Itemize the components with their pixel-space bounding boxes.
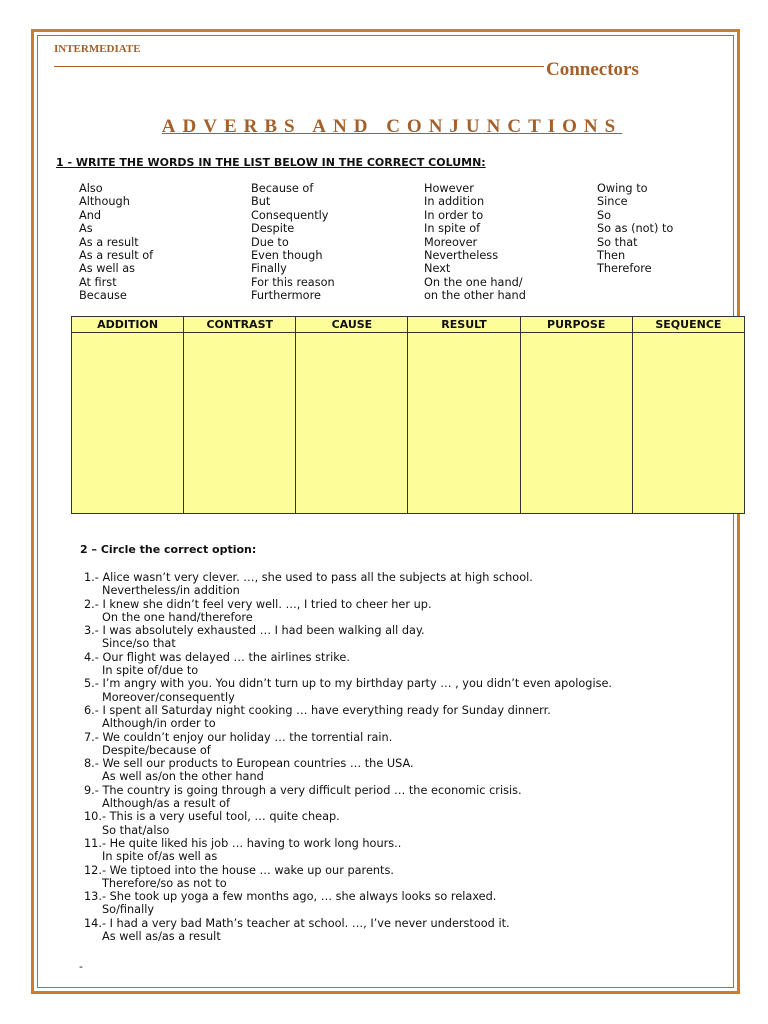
question-text: 5.- I’m angry with you. You didn’t turn up to my birthday party … , you didn’t even apologise. xyxy=(84,677,613,691)
word-item: So that xyxy=(597,235,638,249)
word-item: As well as xyxy=(79,262,136,276)
word-item: Furthermore xyxy=(251,289,321,303)
question-options: So that/also xyxy=(102,823,170,837)
question-item xyxy=(84,810,612,837)
question-text: 4.- Our flight was delayed … the airlines strike. xyxy=(84,650,350,664)
question-list xyxy=(84,571,612,943)
question-item xyxy=(84,704,612,731)
question-options: Although/in order to xyxy=(102,717,216,731)
question-text: 11.- He quite liked his job … having to work long hours.. xyxy=(84,836,402,850)
question-item xyxy=(84,917,612,944)
question-text: 12.- We tiptoed into the house … wake up our parents. xyxy=(84,863,394,877)
word-item: As a result of xyxy=(79,249,154,263)
word-item: For this reason xyxy=(251,275,335,289)
word-item: In order to xyxy=(424,208,484,222)
word-item: Then xyxy=(597,249,626,263)
word-item: In spite of xyxy=(424,222,481,236)
question-text: 6.- I spent all Saturday night cooking … have everything ready for Sunday dinnerr. xyxy=(84,703,551,717)
question-options: Since/so that xyxy=(102,637,176,651)
word-item: Despite xyxy=(251,222,295,236)
question-item xyxy=(84,890,612,917)
question-text: 2.- I knew she didn’t feel very well. …, I tried to cheer her up. xyxy=(84,597,432,611)
question-options: Therefore/so as not to xyxy=(102,876,227,890)
word-item: As a result xyxy=(79,235,139,249)
word-item: Although xyxy=(79,195,130,209)
column-header-addition: ADDITION xyxy=(72,317,184,333)
word-item: So xyxy=(597,208,612,222)
column-header-sequence: SEQUENCE xyxy=(632,317,744,333)
column-header-purpose: PURPOSE xyxy=(520,317,632,333)
question-text: 1.- Alice wasn’t very clever. …, she used to pass all the subjects at high school. xyxy=(84,571,533,584)
word-item: Since xyxy=(597,195,628,209)
word-item: Consequently xyxy=(251,208,329,222)
header-rule xyxy=(54,66,544,67)
word-item: Next xyxy=(424,262,451,276)
column-header-contrast: CONTRAST xyxy=(184,317,296,333)
question-options: In spite of/due to xyxy=(102,664,199,678)
word-list-column-2 xyxy=(251,182,335,303)
level-label: INTERMEDIATE xyxy=(54,43,141,55)
word-item: Also xyxy=(79,182,103,195)
answer-cell-purpose[interactable] xyxy=(520,333,632,514)
question-item xyxy=(84,757,612,784)
answer-cell-result[interactable] xyxy=(408,333,520,514)
word-item: Moreover xyxy=(424,235,478,249)
footer-dash: - xyxy=(79,960,83,973)
answer-cell-addition[interactable] xyxy=(72,333,184,514)
exercise2-heading: 2 – Circle the correct option: xyxy=(80,543,257,556)
word-item: Even though xyxy=(251,249,323,263)
category-table xyxy=(71,316,745,514)
question-item xyxy=(84,598,612,625)
word-item: on the other hand xyxy=(424,289,526,303)
question-options: In spite of/as well as xyxy=(102,850,218,864)
question-text: 9.- The country is going through a very difficult period … the economic crisis. xyxy=(84,783,522,797)
table-answer-row xyxy=(72,333,745,514)
answer-cell-cause[interactable] xyxy=(296,333,408,514)
table-header-row xyxy=(72,317,745,333)
question-text: 13.- She took up yoga a few months ago, … she always looks so relaxed. xyxy=(84,890,497,904)
topic-title: Connectors xyxy=(546,59,639,80)
question-options: As well as/as a result xyxy=(102,930,221,944)
word-item: Because xyxy=(79,289,127,303)
word-item: So as (not) to xyxy=(597,222,674,236)
question-text: 8.- We sell our products to European countries … the USA. xyxy=(84,757,414,771)
question-item xyxy=(84,864,612,891)
word-item: And xyxy=(79,208,102,222)
word-item: As xyxy=(79,222,93,236)
word-item: Due to xyxy=(251,235,289,249)
question-item xyxy=(84,677,612,704)
word-item: Nevertheless xyxy=(424,249,499,263)
word-item: At first xyxy=(79,275,117,289)
word-item: Because of xyxy=(251,182,314,195)
question-text: 7.- We couldn’t enjoy our holiday … the torrential rain. xyxy=(84,730,393,744)
word-item: Finally xyxy=(251,262,287,276)
answer-cell-sequence[interactable] xyxy=(632,333,744,514)
question-item xyxy=(84,837,612,864)
question-item xyxy=(84,731,612,758)
word-list-column-1 xyxy=(79,182,153,303)
word-list-column-4 xyxy=(597,182,673,276)
word-item: Therefore xyxy=(597,262,652,276)
word-item: On the one hand/ xyxy=(424,275,523,289)
question-text: 3.- I was absolutely exhausted … I had been walking all day. xyxy=(84,624,425,638)
question-options: On the one hand/therefore xyxy=(102,610,253,624)
exercise1-heading: 1 - WRITE THE WORDS IN THE LIST BELOW IN THE CORRECT COLUMN: xyxy=(56,156,486,169)
column-header-result: RESULT xyxy=(408,317,520,333)
question-item xyxy=(84,624,612,651)
question-options: Nevertheless/in addition xyxy=(102,584,240,598)
question-item xyxy=(84,784,612,811)
answer-cell-contrast[interactable] xyxy=(184,333,296,514)
question-item xyxy=(84,651,612,678)
question-options: Despite/because of xyxy=(102,743,211,757)
question-item xyxy=(84,571,612,598)
question-options: So/finally xyxy=(102,903,155,917)
question-options: Moreover/consequently xyxy=(102,690,235,704)
column-header-cause: CAUSE xyxy=(296,317,408,333)
question-options: As well as/on the other hand xyxy=(102,770,264,784)
word-list-column-3 xyxy=(424,182,526,303)
question-text: 14.- I had a very bad Math’s teacher at school. …, I’ve never understood it. xyxy=(84,916,510,930)
word-item: In addition xyxy=(424,195,485,209)
word-item: But xyxy=(251,195,271,209)
question-options: Although/as a result of xyxy=(102,797,231,811)
worksheet-title: ADVERBS AND CONJUNCTIONS xyxy=(161,116,623,137)
word-item: Owing to xyxy=(597,182,648,195)
word-item: However xyxy=(424,182,474,195)
question-text: 10.- This is a very useful tool, … quite cheap. xyxy=(84,810,340,824)
